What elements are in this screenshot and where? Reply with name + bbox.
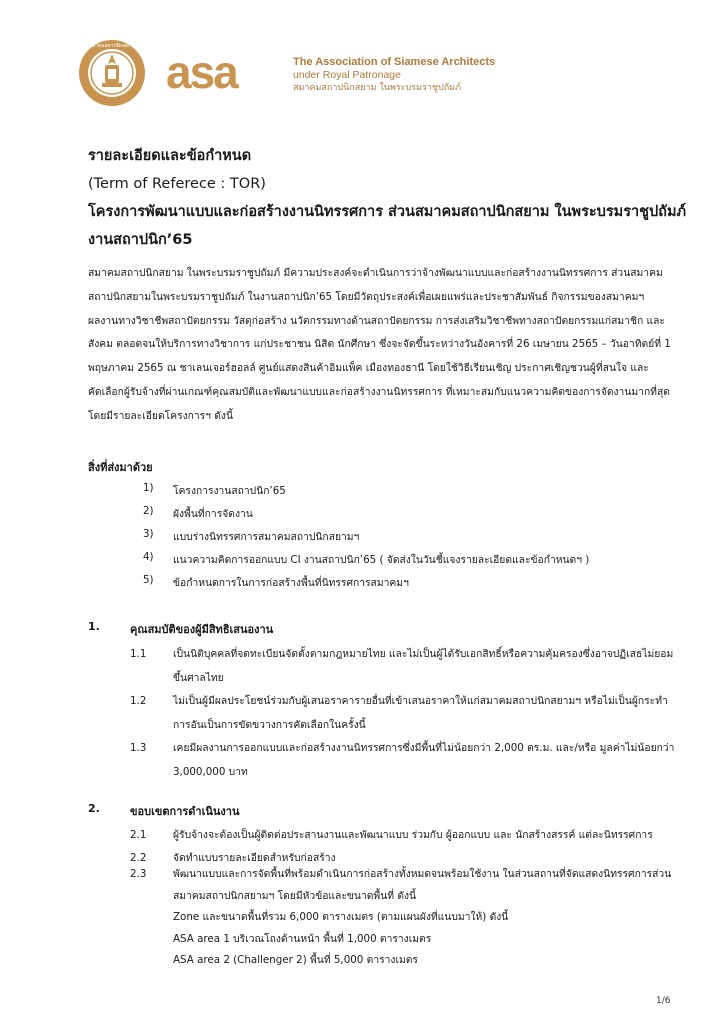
subsection-number: 2.1: [130, 829, 147, 841]
list-item-text: โครงการงานสถาปนิก’65: [173, 485, 286, 497]
intro-line: โดยมีรายละเอียดโครงการฯ ดังนี้: [88, 409, 233, 422]
list-item: [88, 505, 688, 528]
subsection-line: เคยมีผลงานการออกแบบและก่อสร้างงานนิทรรศการซึ่งมีพื้นที่ไม่น้อยกว่า 2,000 ตร.ม. และ/หรือ มูลค่าไม่น้อยกว่า: [173, 742, 675, 754]
subsection-line: ผู้รับจ้างจะต้องเป็นผู้ติดต่อประสานงานและพัฒนาแบบ ร่วมกับ ผู้ออกแบบ และ นักสร้างสรรค์ แต่ละนิทรรศการ: [173, 829, 653, 841]
subsection-line: ขึ้นศาลไทย: [173, 671, 224, 684]
list-item-number: 1): [143, 482, 154, 494]
list-item: [88, 482, 688, 505]
subsection-number: 1.1: [130, 648, 147, 660]
organization-name: [293, 56, 495, 95]
section-title: ขอบเขตการดำเนินงาน: [130, 805, 240, 818]
list-item: [88, 528, 688, 551]
subsection-text: [173, 824, 685, 848]
org-name-th: สมาคมสถาปนิกสยาม ในพระบรมราชูปถัมภ์: [293, 83, 462, 93]
subsection-line: ASA area 1 บริเวณโถงด้านหน้า พื้นที่ 1,000 ตารางเมตร: [173, 932, 432, 945]
subsection-text: [173, 864, 685, 972]
list-item-number: 2): [143, 505, 154, 517]
section-number: 1.: [88, 620, 100, 633]
list-item-text: แนวความคิดการออกแบบ CI งานสถาปนิก’65 ( จัดส่งในวันชี้แจงรายละเอียดและข้อกำหนดฯ ): [173, 554, 590, 566]
title-line4: งานสถาปนิก’65: [88, 232, 193, 248]
subsection-line: สมาคมสถาปนิกสยามฯ โดยมีหัวข้อและขนาดพื้นที่ ดังนี้: [173, 889, 417, 902]
subsection-line: เป็นนิติบุคคลที่จดทะเบียนจัดตั้งตามกฎหมายไทย และไม่เป็นผู้ได้รับเอกสิทธิ์หรือความคุ้มครองซึ่งอาจปฏิเสธไม่ยอม: [173, 648, 674, 660]
intro-line: สังคม ตลอดจนให้บริการทางวิชาการ แก่ประชาชน นิสิต นักศึกษา ซึ่งจะจัดขึ้นระหว่างวันอังคารที่ 26 เมษายน 2565 – วันอาทิตย์ที่ 1: [88, 338, 671, 351]
page-number: 1/6: [656, 996, 671, 1006]
subsection-line: Zone และขนาดพื้นที่รวม 6,000 ตารางเมตร (ตามแผนผังที่แนบมาให้) ดังนี้: [173, 911, 509, 923]
intro-line: พฤษภาคม 2565 ณ ชาเลนเจอร์ฮอลล์ ศูนย์แสดงสินค้าอิมแพ็ค เมืองทองธานี โดยใช้วิธีเรียนเชิญ ประกาศเชิญชวนผู้ที่สนใจ และ: [88, 362, 649, 375]
subsection-line: จัดทำแบบรายละเอียดสำหรับก่อสร้าง: [173, 852, 336, 864]
asa-wordmark-logo: [166, 52, 274, 94]
subsection-number: 1.3: [130, 742, 147, 754]
subsection-text: [173, 690, 685, 737]
intro-line: ผลงานทางวิชาชีพสถาปัตยกรรม วัสดุก่อสร้าง นวัตกรรมทางด้านสถาปัตยกรรม การส่งเสริมวิชาชีพทางสถาปัตยกรรมแก่สมาชิก และ: [88, 314, 665, 327]
org-name-en-line1: The Association of Siamese Architects: [293, 56, 496, 68]
list-item-number: 3): [143, 528, 154, 540]
section-title: คุณสมบัติของผู้มีสิทธิเสนองาน: [130, 623, 274, 636]
list-item: [88, 574, 688, 597]
list-item-number: 5): [143, 574, 154, 586]
title-line2: (Term of Referece : TOR): [88, 176, 266, 192]
title-line1: รายละเอียดและข้อกำหนด: [88, 148, 252, 164]
title-line3: โครงการพัฒนาแบบและก่อสร้างงานนิทรรศการ ส่วนสมาคมสถาปนิกสยาม ในพระบรมราชูปถัมภ์: [88, 204, 687, 220]
intro-paragraph: [88, 262, 686, 429]
list-item-text: แบบร่างนิทรรศการสมาคมสถาปนิกสยามฯ: [173, 531, 360, 543]
subsection-line: พัฒนาแบบและการจัดพื้นที่พร้อมดำเนินการก่อสร้างทั้งหมดจนพร้อมใช้งาน ในส่วนสถานที่จัดแสดงนิทรรศการส่วน: [173, 868, 672, 880]
intro-line: สมาคมสถาปนิกสยาม ในพระบรมราชูปถัมภ์ มีความประสงค์จะดำเนินการว่าจ้างพัฒนาแบบและก่อสร้างงานนิทรรศการ ส่วนสมาคม: [88, 267, 663, 279]
asa-logo-text: asa: [166, 52, 237, 94]
attachments-list: [88, 482, 688, 597]
seal-lettering: สมาคมสถาปนิกสยาม: [88, 43, 136, 49]
subsection-line: ไม่เป็นผู้มีผลประโยชน์ร่วมกับผู้เสนอราคารายอื่นที่เข้าเสนอราคาให้แก่สมาคมสถาปนิกสยามฯ หรือไม่เป็นผู้กระทำ: [173, 695, 668, 707]
list-item-text: ผังพื้นที่การจัดงาน: [173, 508, 253, 520]
org-name-en-line2: under Royal Patronage: [293, 69, 401, 81]
subsection-number: 2.2: [130, 852, 147, 864]
document-title: [88, 142, 688, 254]
subsection-line: 3,000,000 บาท: [173, 765, 248, 778]
subsection-line: การอันเป็นการขัดขวางการคัดเลือกในครั้งนี้: [173, 718, 366, 731]
list-item: [88, 551, 688, 574]
list-item-number: 4): [143, 551, 154, 563]
subsection-text: [173, 643, 685, 690]
intro-line: คัดเลือกผู้รับจ้างที่ผ่านเกณฑ์คุณสมบัติและพัฒนาแบบและก่อสร้างงานนิทรรศการ ที่เหมาะสมกับแนวความคิดของการจัดงานมากที่สุด: [88, 385, 670, 398]
intro-line: สถาปนิกสยามในพระบรมราชูปถัมภ์ ในงานสถาปนิก’65 โดยมีวัตถุประสงค์เพื่อเผยแพร่และประชาสัมพันธ์ กิจกรรมของสมาคมฯ: [88, 290, 645, 303]
subsection-number: 1.2: [130, 695, 147, 707]
section-number: 2.: [88, 802, 100, 815]
subsection-text: [173, 737, 685, 784]
subsection-line: ASA area 2 (Challenger 2) พื้นที่ 5,000 ตารางเมตร: [173, 954, 418, 966]
list-item-text: ข้อกำหนดการในการก่อสร้างพื้นที่นิทรรศการสมาคมฯ: [173, 577, 409, 589]
attachments-heading: สิ่งที่ส่งมาด้วย: [88, 461, 153, 474]
asa-seal-logo: [77, 38, 147, 108]
subsection-number: 2.3: [130, 868, 147, 880]
